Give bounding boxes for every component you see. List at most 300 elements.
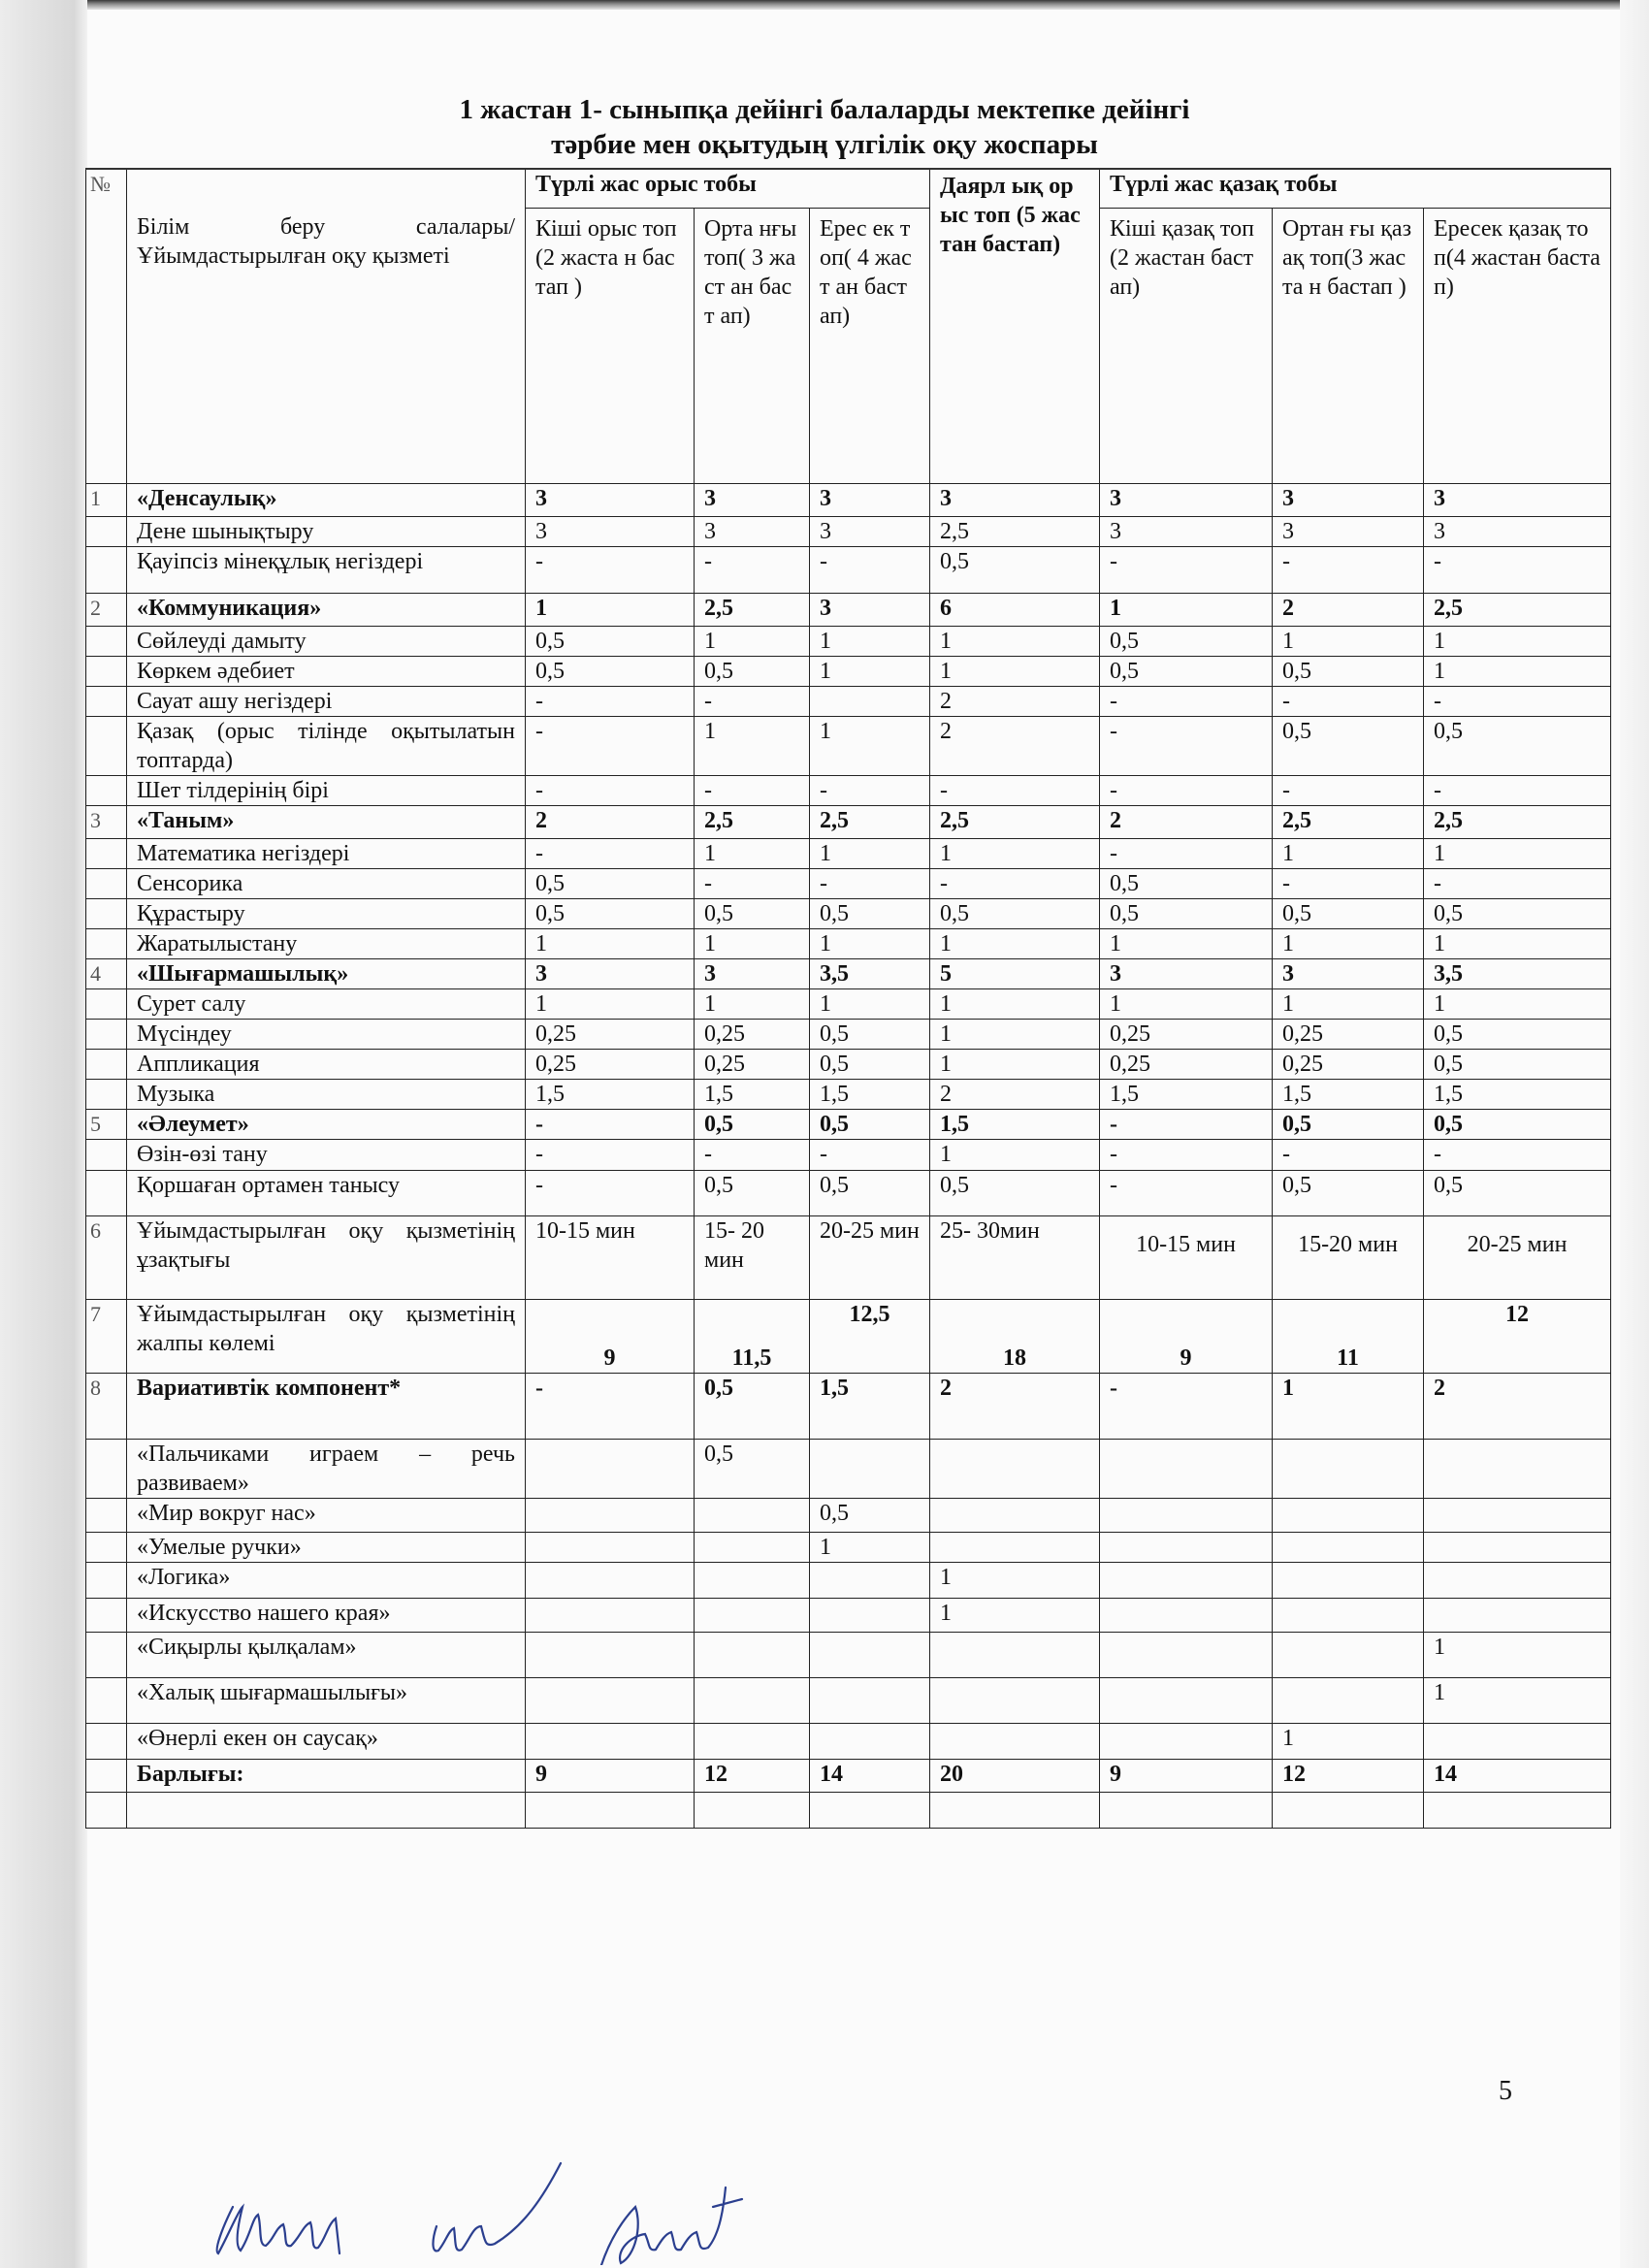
table-row <box>86 626 1611 656</box>
table-row-elective <box>86 1677 1611 1723</box>
table-row <box>86 1139 1611 1170</box>
hours-value: 1,5 <box>810 1079 930 1109</box>
hours-value: 1 <box>930 1139 1100 1170</box>
elective-name: «Сиқырлы қылқалам» <box>127 1632 526 1677</box>
hours-value: 0,5 <box>1100 898 1273 928</box>
hours-value: 1 <box>1424 988 1611 1019</box>
hours-value: 1,5 <box>930 1109 1100 1139</box>
hours-value: 1 <box>695 626 810 656</box>
header-kz-col-3: Ересек қазақ топ(4 жастан бастап) <box>1424 208 1611 483</box>
row-number <box>86 838 127 868</box>
elective-value: 1 <box>810 1532 930 1562</box>
hours-value: 1 <box>930 1049 1100 1079</box>
hours-value: 0,5 <box>695 656 810 686</box>
variative-value: 1,5 <box>810 1373 930 1439</box>
variative-value: 2 <box>930 1373 1100 1439</box>
hours-value: 0,25 <box>695 1019 810 1049</box>
scan-right-edge <box>1620 0 1649 2268</box>
hours-value: 0,5 <box>1273 1109 1424 1139</box>
hours-value: 0,5 <box>1424 1109 1611 1139</box>
elective-value <box>526 1439 695 1498</box>
hours-value: 1 <box>695 838 810 868</box>
empty-cell <box>526 1792 695 1828</box>
volume-value: 11,5 <box>695 1299 810 1373</box>
elective-value: 1 <box>930 1562 1100 1598</box>
hours-value: 1,5 <box>695 1079 810 1109</box>
volume-value: 9 <box>1100 1299 1273 1373</box>
hours-value: - <box>1273 1139 1424 1170</box>
hours-value: - <box>1100 716 1273 775</box>
header-kz-col-1: Кіші қазақ топ (2 жастан бастап) <box>1100 208 1273 483</box>
subject-name: Сурет салу <box>127 988 526 1019</box>
empty-cell <box>1273 1792 1424 1828</box>
elective-value: 1 <box>1424 1632 1611 1677</box>
hours-value: - <box>1424 1139 1611 1170</box>
hours-value: 0,5 <box>1273 656 1424 686</box>
hours-value: 2 <box>930 716 1100 775</box>
row-number <box>86 928 127 958</box>
header-ru-col-3: Ерес ек топ( 4 жаст ан баст ап) <box>810 208 930 483</box>
row-number <box>86 1677 127 1723</box>
elective-value <box>930 1439 1100 1498</box>
hours-value: 0,5 <box>1424 1049 1611 1079</box>
hours-value: - <box>526 546 695 593</box>
hours-value: - <box>526 1139 695 1170</box>
row-number: 5 <box>86 1109 127 1139</box>
row-number <box>86 898 127 928</box>
row-number <box>86 546 127 593</box>
table-row <box>86 686 1611 716</box>
elective-value <box>1273 1532 1424 1562</box>
table-row <box>86 516 1611 546</box>
hours-value: - <box>695 868 810 898</box>
hours-value: 3 <box>810 483 930 516</box>
hours-value: - <box>526 716 695 775</box>
table-row <box>86 898 1611 928</box>
hours-value: 0,5 <box>810 898 930 928</box>
hours-value: 0,5 <box>1273 1170 1424 1215</box>
hours-value: 3 <box>1424 516 1611 546</box>
elective-value <box>1273 1677 1424 1723</box>
elective-value <box>810 1632 930 1677</box>
hours-value: 3 <box>695 516 810 546</box>
hours-value: - <box>1100 775 1273 805</box>
elective-value <box>810 1439 930 1498</box>
elective-value <box>1100 1723 1273 1759</box>
total-value: 9 <box>1100 1759 1273 1792</box>
row-number: 1 <box>86 483 127 516</box>
hours-value: 0,5 <box>810 1109 930 1139</box>
hours-value: 0,5 <box>1424 1019 1611 1049</box>
elective-value: 1 <box>1424 1677 1611 1723</box>
elective-value <box>930 1632 1100 1677</box>
elective-value <box>1424 1562 1611 1598</box>
elective-value <box>1424 1439 1611 1498</box>
empty-cell <box>810 1792 930 1828</box>
elective-value <box>930 1677 1100 1723</box>
elective-value <box>526 1562 695 1598</box>
hours-value: 0,5 <box>1273 716 1424 775</box>
hours-value: 1 <box>930 656 1100 686</box>
hours-value: 0,5 <box>526 868 695 898</box>
elective-name: «Пальчиками играем – речь развиваем» <box>127 1439 526 1498</box>
hours-value: - <box>1424 546 1611 593</box>
hours-value: 0,5 <box>1424 1170 1611 1215</box>
elective-value <box>695 1562 810 1598</box>
table-row-empty <box>86 1792 1611 1828</box>
subject-name: Өзін-өзі тану <box>127 1139 526 1170</box>
elective-value <box>695 1677 810 1723</box>
hours-value: 0,5 <box>810 1049 930 1079</box>
elective-value <box>1100 1498 1273 1532</box>
header-num: № <box>86 169 127 483</box>
subject-name: Музыка <box>127 1079 526 1109</box>
hours-value: - <box>526 1170 695 1215</box>
hours-value: 0,5 <box>930 898 1100 928</box>
header-ru-col-2: Орта нғы топ( 3 жаст ан баст ап) <box>695 208 810 483</box>
table-row-elective <box>86 1632 1611 1677</box>
elective-value <box>1100 1562 1273 1598</box>
table-row-section <box>86 958 1611 988</box>
hours-value: 1,5 <box>1424 1079 1611 1109</box>
hours-value: 1 <box>810 656 930 686</box>
empty-cell <box>127 1792 526 1828</box>
hours-value: - <box>1100 838 1273 868</box>
elective-value <box>695 1532 810 1562</box>
elective-value <box>526 1598 695 1632</box>
volume-value: 12 <box>1424 1299 1611 1373</box>
table-row <box>86 546 1611 593</box>
hours-value: 1 <box>930 838 1100 868</box>
elective-value <box>526 1723 695 1759</box>
hours-value: - <box>526 686 695 716</box>
hours-value: - <box>810 546 930 593</box>
total-value: 12 <box>695 1759 810 1792</box>
hours-value: 0,25 <box>1100 1049 1273 1079</box>
hours-value: 2,5 <box>1424 805 1611 838</box>
empty-cell <box>1100 1792 1273 1828</box>
hours-value: 0,5 <box>526 656 695 686</box>
subject-name: Ұйымдастырылған оқу қызметінің ұзақтығы <box>127 1215 526 1299</box>
hours-value: 0,25 <box>526 1019 695 1049</box>
volume-value: 12,5 <box>810 1299 930 1373</box>
hours-value: - <box>1273 868 1424 898</box>
hours-value: 0,5 <box>695 1170 810 1215</box>
elective-value <box>1100 1677 1273 1723</box>
hours-value: - <box>526 838 695 868</box>
hours-value: 0,25 <box>1100 1019 1273 1049</box>
hours-value: 1 <box>810 838 930 868</box>
hours-value: 2,5 <box>1273 805 1424 838</box>
hours-value: - <box>1100 686 1273 716</box>
elective-value: 1 <box>930 1598 1100 1632</box>
table-row-elective <box>86 1562 1611 1598</box>
total-value: 14 <box>810 1759 930 1792</box>
duration-value: 25- 30мин <box>930 1215 1100 1299</box>
hours-value: 1 <box>526 928 695 958</box>
hours-value: 0,5 <box>1100 868 1273 898</box>
hours-value: 3 <box>1273 516 1424 546</box>
empty-cell <box>86 1792 127 1828</box>
row-number <box>86 1632 127 1677</box>
table-row <box>86 838 1611 868</box>
elective-name: «Искусство нашего края» <box>127 1598 526 1632</box>
empty-cell <box>1424 1792 1611 1828</box>
hours-value: 0,5 <box>1424 716 1611 775</box>
hours-value: 0,25 <box>1273 1049 1424 1079</box>
hours-value: 1,5 <box>1273 1079 1424 1109</box>
duration-value: 10-15 мин <box>1100 1215 1273 1299</box>
signature-3 <box>601 2187 742 2265</box>
subject-name: «Әлеумет» <box>127 1109 526 1139</box>
elective-value <box>930 1723 1100 1759</box>
hours-value: 1 <box>810 716 930 775</box>
hours-value: 3 <box>526 516 695 546</box>
elective-value <box>526 1498 695 1532</box>
hours-value: - <box>695 775 810 805</box>
total-label: Барлығы: <box>127 1759 526 1792</box>
hours-value: - <box>695 546 810 593</box>
hours-value: 3 <box>1100 516 1273 546</box>
hours-value: 1 <box>930 928 1100 958</box>
empty-cell <box>695 1792 810 1828</box>
hours-value: 5 <box>930 958 1100 988</box>
hours-value: 0,5 <box>930 1170 1100 1215</box>
hours-value: 1 <box>810 626 930 656</box>
duration-value: 20-25 мин <box>810 1215 930 1299</box>
row-number <box>86 1049 127 1079</box>
row-number <box>86 1439 127 1498</box>
hours-value: - <box>930 775 1100 805</box>
hours-value: 1 <box>1273 838 1424 868</box>
elective-value <box>930 1532 1100 1562</box>
subject-name: Мүсіндеу <box>127 1019 526 1049</box>
row-number <box>86 516 127 546</box>
header-name: Білім беру салалары/ Ұйымдастырылған оқу қызметі <box>127 169 526 483</box>
hours-value: 3 <box>1273 958 1424 988</box>
hours-value: 0,5 <box>810 1019 930 1049</box>
table-row-elective <box>86 1532 1611 1562</box>
hours-value: 3 <box>526 958 695 988</box>
hours-value: 0,5 <box>695 1109 810 1139</box>
hours-value: 1,5 <box>1100 1079 1273 1109</box>
table-row <box>86 656 1611 686</box>
subject-name: «Шығармашылық» <box>127 958 526 988</box>
subject-name: Ұйымдастырылған оқу қызметінің жалпы көлемі <box>127 1299 526 1373</box>
elective-name: «Умелые ручки» <box>127 1532 526 1562</box>
hours-value: - <box>810 868 930 898</box>
row-number: 7 <box>86 1299 127 1373</box>
hours-value: - <box>1100 1109 1273 1139</box>
table-row-variative <box>86 1373 1611 1439</box>
hours-value: 1 <box>526 988 695 1019</box>
hours-value: 3 <box>1100 483 1273 516</box>
elective-value <box>1100 1439 1273 1498</box>
hours-value: 3 <box>695 483 810 516</box>
table-row <box>86 1079 1611 1109</box>
row-number <box>86 1759 127 1792</box>
hours-value: 0,5 <box>1100 656 1273 686</box>
elective-value <box>1424 1723 1611 1759</box>
hours-value: 1 <box>930 988 1100 1019</box>
hours-value: 1 <box>810 988 930 1019</box>
hours-value: 3,5 <box>1424 958 1611 988</box>
elective-value: 0,5 <box>810 1498 930 1532</box>
hours-value: 2,5 <box>810 805 930 838</box>
hours-value: - <box>1273 546 1424 593</box>
hours-value: 2,5 <box>695 805 810 838</box>
subject-name: Вариативтік компонент* <box>127 1373 526 1439</box>
subject-name: Сенсорика <box>127 868 526 898</box>
hours-value: 0,25 <box>695 1049 810 1079</box>
row-number <box>86 775 127 805</box>
row-number <box>86 868 127 898</box>
elective-value <box>1100 1598 1273 1632</box>
curriculum-table <box>85 168 1611 1829</box>
hours-value: 0,5 <box>930 546 1100 593</box>
row-number <box>86 626 127 656</box>
subject-name: Сауат ашу негіздері <box>127 686 526 716</box>
elective-value <box>526 1677 695 1723</box>
elective-value <box>810 1562 930 1598</box>
hours-value: 1 <box>810 928 930 958</box>
table-row-section <box>86 805 1611 838</box>
hours-value: 1 <box>1273 626 1424 656</box>
hours-value: 1 <box>1424 626 1611 656</box>
page-number: 5 <box>1499 2076 1512 2106</box>
row-number <box>86 1019 127 1049</box>
handwritten-signatures <box>194 2158 824 2265</box>
duration-value: 15-20 мин <box>1273 1215 1424 1299</box>
elective-value <box>810 1598 930 1632</box>
hours-value: 1 <box>930 1019 1100 1049</box>
scan-left-edge <box>0 0 87 2268</box>
table-row-section <box>86 483 1611 516</box>
subject-name: «Таным» <box>127 805 526 838</box>
table-row-duration <box>86 1215 1611 1299</box>
hours-value: - <box>695 1139 810 1170</box>
subject-name: Қауіпсіз мінеқұлық негіздері <box>127 546 526 593</box>
hours-value: - <box>810 775 930 805</box>
hours-value: 2 <box>1273 593 1424 626</box>
table-row-elective <box>86 1439 1611 1498</box>
elective-name: «Логика» <box>127 1562 526 1598</box>
elective-name: «Мир вокруг нас» <box>127 1498 526 1532</box>
hours-value: 2,5 <box>1424 593 1611 626</box>
subject-name: Қазақ (орыс тілінде оқытылатын топтарда) <box>127 716 526 775</box>
hours-value: 3 <box>526 483 695 516</box>
hours-value: - <box>1273 686 1424 716</box>
empty-cell <box>930 1792 1100 1828</box>
subject-name: Аппликация <box>127 1049 526 1079</box>
hours-value: 1,5 <box>526 1079 695 1109</box>
hours-value: 2 <box>930 1079 1100 1109</box>
table-row-section <box>86 593 1611 626</box>
hours-value: 2,5 <box>930 516 1100 546</box>
elective-value <box>695 1723 810 1759</box>
variative-value: 1 <box>1273 1373 1424 1439</box>
volume-value: 18 <box>930 1299 1100 1373</box>
hours-value: 1 <box>930 626 1100 656</box>
elective-value <box>695 1498 810 1532</box>
subject-name: Құрастыру <box>127 898 526 928</box>
row-number <box>86 1598 127 1632</box>
elective-value <box>526 1532 695 1562</box>
hours-value: 1 <box>1273 928 1424 958</box>
hours-value: 1 <box>1424 656 1611 686</box>
hours-value: 2,5 <box>930 805 1100 838</box>
subject-name: Қоршаған ортамен танысу <box>127 1170 526 1215</box>
duration-value: 20-25 мин <box>1424 1215 1611 1299</box>
subject-name: Дене шынықтыру <box>127 516 526 546</box>
hours-value: 3 <box>695 958 810 988</box>
hours-value: 0,25 <box>1273 1019 1424 1049</box>
hours-value: 6 <box>930 593 1100 626</box>
elective-value: 0,5 <box>695 1439 810 1498</box>
hours-value: 2,5 <box>695 593 810 626</box>
row-number <box>86 716 127 775</box>
hours-value: 1 <box>1100 988 1273 1019</box>
hours-value: 1 <box>695 988 810 1019</box>
signature-1 <box>217 2207 340 2253</box>
hours-value: 3 <box>1100 958 1273 988</box>
hours-value: 0,5 <box>810 1170 930 1215</box>
row-number: 8 <box>86 1373 127 1439</box>
subject-name: Шет тілдерінің бірі <box>127 775 526 805</box>
row-number: 2 <box>86 593 127 626</box>
hours-value: 0,5 <box>526 626 695 656</box>
hours-value: 0,5 <box>1100 626 1273 656</box>
table-row <box>86 775 1611 805</box>
header-group-ru: Түрлі жас орыс тобы <box>526 169 930 208</box>
variative-value: - <box>526 1373 695 1439</box>
table-row-elective <box>86 1723 1611 1759</box>
row-number <box>86 1562 127 1598</box>
hours-value: 1 <box>1100 928 1273 958</box>
table-row-total <box>86 1759 1611 1792</box>
hours-value: 1 <box>526 593 695 626</box>
hours-value: 0,5 <box>526 898 695 928</box>
hours-value: - <box>1424 775 1611 805</box>
row-number <box>86 1498 127 1532</box>
hours-value: 3 <box>1424 483 1611 516</box>
hours-value: - <box>526 1109 695 1139</box>
subject-name: Жаратылыстану <box>127 928 526 958</box>
table-row <box>86 716 1611 775</box>
hours-value: - <box>1100 1139 1273 1170</box>
volume-value: 11 <box>1273 1299 1424 1373</box>
row-number <box>86 1079 127 1109</box>
total-value: 9 <box>526 1759 695 1792</box>
row-number: 3 <box>86 805 127 838</box>
table-row <box>86 868 1611 898</box>
row-number <box>86 1139 127 1170</box>
subject-name: Көркем әдебиет <box>127 656 526 686</box>
elective-name: «Халық шығармашылығы» <box>127 1677 526 1723</box>
table-row <box>86 1170 1611 1215</box>
elective-value: 1 <box>1273 1723 1424 1759</box>
row-number: 4 <box>86 958 127 988</box>
row-number <box>86 1170 127 1215</box>
volume-value: 9 <box>526 1299 695 1373</box>
subject-name: «Коммуникация» <box>127 593 526 626</box>
document-title-line2: тәрбие мен оқытудың үлгілік оқу жоспары <box>551 129 1098 160</box>
hours-value: - <box>930 868 1100 898</box>
hours-value <box>810 686 930 716</box>
hours-value: 1 <box>1273 988 1424 1019</box>
scan-top-edge <box>0 0 1649 10</box>
elective-value <box>695 1598 810 1632</box>
